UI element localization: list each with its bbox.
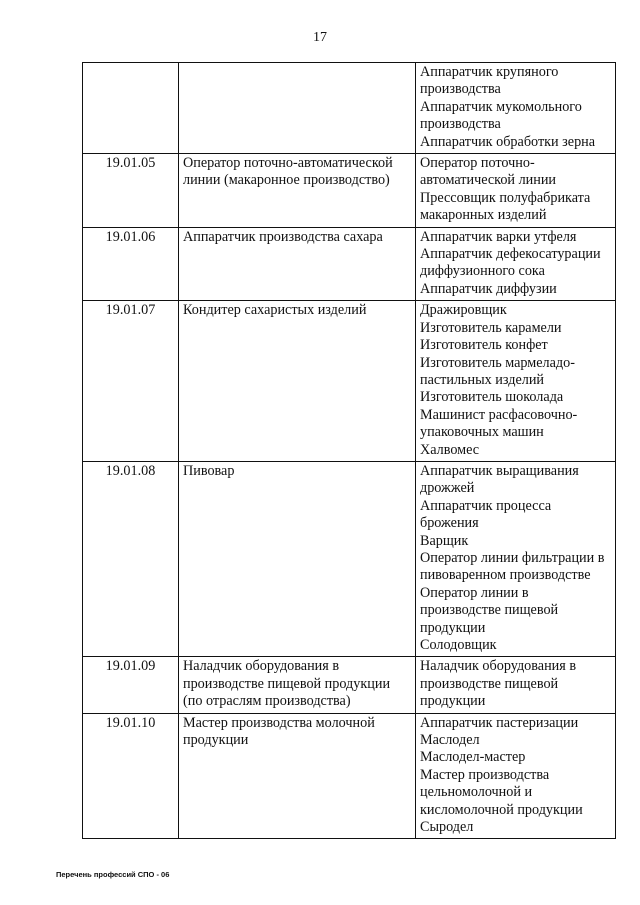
worker-profession-item: Солодовщик	[420, 637, 497, 653]
profession-name	[179, 63, 416, 154]
worker-profession-item: Сыродел	[420, 819, 474, 836]
table-row	[83, 461, 616, 656]
table-row	[83, 154, 616, 228]
worker-profession-item: Аппаратчик процесса брожения	[420, 497, 552, 532]
worker-profession-item: Изготовитель мармеладо-пастильных изделий	[420, 354, 575, 388]
profession-code: 19.01.10	[83, 713, 179, 839]
profession-code	[83, 63, 179, 154]
profession-code: 19.01.09	[83, 657, 179, 713]
worker-profession-item: Аппаратчик обработки зерна	[420, 133, 596, 150]
table-body	[83, 63, 616, 839]
table-row	[83, 657, 616, 713]
worker-professions	[416, 301, 616, 462]
worker-profession-item: Халвомес	[420, 441, 480, 458]
worker-profession-item: Изготовитель шоколада	[420, 389, 564, 406]
professions-table	[82, 62, 616, 839]
worker-profession-item: Мастер производства цельномолочной и кисломолочной продукции	[420, 766, 583, 818]
table-row	[83, 713, 616, 839]
worker-profession-item: Маслодел-мастер	[420, 749, 526, 766]
profession-code: 19.01.06	[83, 227, 179, 301]
worker-profession-item: Аппаратчик дефекосатурации диффузионного сока	[420, 246, 601, 280]
profession-name: Аппаратчик производства сахара	[179, 227, 416, 301]
profession-name: Мастер производства молочной продукции	[179, 713, 416, 839]
worker-profession-item: Аппаратчик выращивания дрожжей	[420, 462, 579, 497]
document-footer: Перечень профессий СПО - 06	[56, 870, 170, 879]
worker-professions	[416, 154, 616, 228]
page-number: 17	[313, 30, 327, 45]
worker-professions	[416, 227, 616, 301]
worker-professions	[416, 461, 616, 656]
worker-profession-item: Маслодел	[420, 732, 480, 749]
worker-profession-item: Наладчик оборудования в производстве пищевой продукции	[420, 658, 577, 710]
worker-profession-item: Аппаратчик пастеризации	[420, 714, 579, 731]
table-row	[83, 301, 616, 462]
worker-professions	[416, 713, 616, 839]
worker-profession-item: Машинист расфасовочно-упаковочных машин	[420, 406, 578, 441]
worker-profession-item: Оператор линии в производстве пищевой продукции	[420, 584, 559, 636]
profession-name: Кондитер сахаристых изделий	[179, 301, 416, 462]
worker-profession-item: Дражировщик	[420, 302, 507, 319]
worker-profession-item: Аппаратчик мукомольного производства	[420, 98, 582, 133]
worker-professions	[416, 63, 616, 154]
worker-profession-item: Изготовитель конфет	[420, 337, 548, 354]
profession-name: Наладчик оборудования в производстве пищевой продукции (по отраслям производства)	[179, 657, 416, 713]
worker-profession-item: Изготовитель карамели	[420, 319, 562, 336]
table-row	[83, 227, 616, 301]
profession-name: Оператор поточно-автоматической линии (макаронное производство)	[179, 154, 416, 228]
worker-profession-item: Аппаратчик крупяного производства	[420, 64, 559, 98]
worker-profession-item: Прессовщик полуфабриката макаронных изделий	[420, 189, 591, 224]
worker-profession-item: Оператор линии фильтрации в пивоваренном производстве	[420, 549, 605, 584]
profession-name: Пивовар	[179, 461, 416, 656]
worker-professions	[416, 657, 616, 713]
profession-code: 19.01.05	[83, 154, 179, 228]
worker-profession-item: Аппаратчик диффузии	[420, 280, 557, 297]
table-row	[83, 63, 616, 154]
profession-code: 19.01.07	[83, 301, 179, 462]
profession-code: 19.01.08	[83, 461, 179, 656]
worker-profession-item: Варщик	[420, 532, 469, 549]
worker-profession-item: Оператор поточно-автоматической линии	[420, 155, 557, 189]
worker-profession-item: Аппаратчик варки утфеля	[420, 228, 577, 245]
